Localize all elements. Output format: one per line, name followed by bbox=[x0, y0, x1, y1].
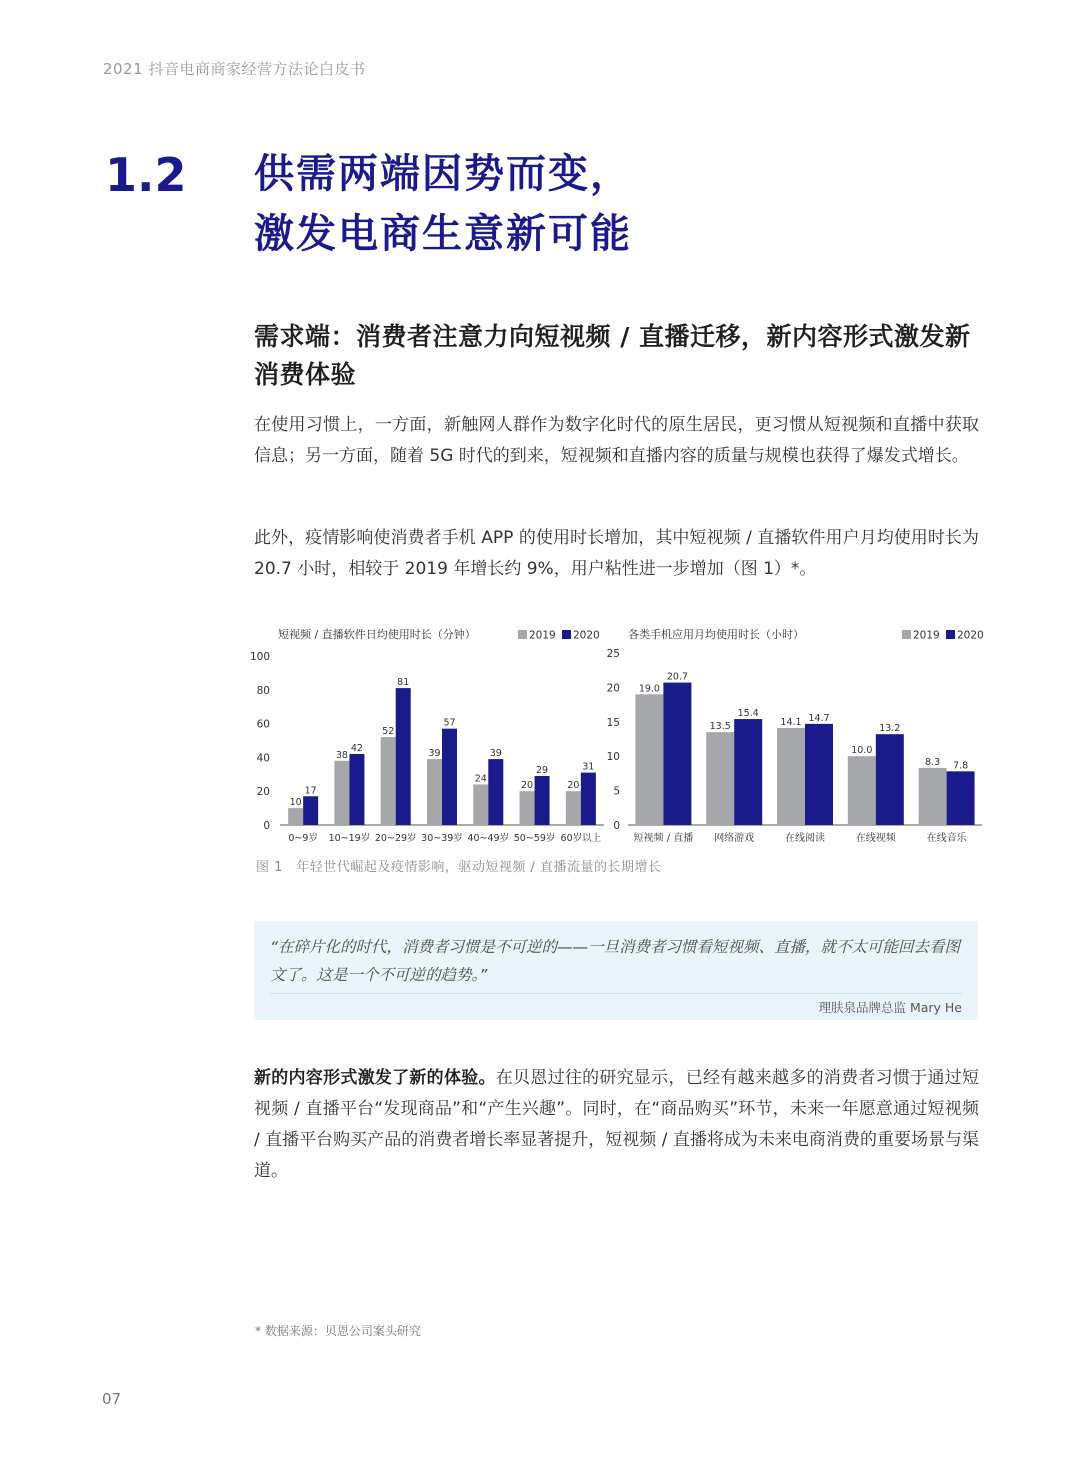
bar-2019 bbox=[566, 791, 581, 825]
x-category-label: 网络游戏 bbox=[714, 833, 755, 844]
data-label-2020: 17 bbox=[304, 785, 317, 797]
data-label-2019: 39 bbox=[428, 748, 441, 760]
y-tick-label: 100 bbox=[249, 651, 270, 663]
data-label-2020: 29 bbox=[536, 764, 549, 776]
legend-swatch-2019 bbox=[518, 630, 527, 639]
data-label-2019: 10 bbox=[289, 797, 302, 809]
data-label-2019: 19.0 bbox=[638, 683, 660, 695]
x-category-label: 短视频 / 直播 bbox=[633, 833, 694, 844]
legend-label-2020: 2020 bbox=[957, 629, 984, 642]
data-label-2019: 8.3 bbox=[925, 756, 941, 768]
y-tick-label: 60 bbox=[256, 718, 270, 731]
bar-2019 bbox=[473, 784, 488, 825]
bar-2020 bbox=[535, 776, 550, 825]
legend-swatch-2020 bbox=[562, 630, 571, 639]
x-category-label: 在线音乐 bbox=[926, 833, 967, 844]
y-tick-label: 0 bbox=[263, 820, 270, 832]
legend-label-2019: 2019 bbox=[913, 629, 940, 642]
data-label-2019: 20 bbox=[567, 780, 580, 792]
bar-2020 bbox=[581, 773, 596, 825]
quote-divider bbox=[270, 993, 962, 994]
chart-title: 各类手机应用月均使用时长（小时） bbox=[628, 628, 804, 641]
section-title-line-1: 供需两端因势而变， bbox=[254, 151, 632, 197]
section-number: 1.2 bbox=[105, 148, 187, 202]
data-label-2019: 20 bbox=[521, 780, 534, 792]
bar-2019 bbox=[919, 768, 947, 825]
y-tick-label: 80 bbox=[256, 684, 270, 697]
x-category-label: 50~59岁 bbox=[513, 833, 556, 844]
data-label-2020: 15.4 bbox=[737, 708, 759, 720]
data-label-2020: 42 bbox=[350, 743, 363, 755]
bar-2019 bbox=[334, 761, 349, 825]
y-tick-label: 20 bbox=[256, 786, 270, 799]
running-header: 2021 抖音电商商家经营方法论白皮书 bbox=[103, 60, 366, 78]
bar-2020 bbox=[442, 729, 457, 825]
x-category-label: 10~19岁 bbox=[328, 833, 371, 844]
bar-2020 bbox=[734, 719, 762, 825]
data-label-2019: 10.0 bbox=[851, 745, 873, 757]
subheading: 需求端：消费者注意力向短视频 / 直播迁移，新内容形式激发新消费体验 bbox=[254, 322, 971, 389]
legend-swatch-2019 bbox=[902, 630, 911, 639]
bar-2019 bbox=[520, 791, 535, 825]
bar-2019 bbox=[706, 732, 734, 825]
legend-label-2019: 2019 bbox=[529, 629, 556, 642]
footnote: * 数据来源：贝恩公司案头研究 bbox=[255, 1324, 421, 1338]
x-category-label: 在线阅读 bbox=[785, 833, 825, 844]
bar-2019 bbox=[635, 694, 663, 825]
data-label-2020: 7.8 bbox=[953, 760, 969, 772]
bar-2020 bbox=[488, 759, 503, 825]
x-category-label: 0~9岁 bbox=[288, 833, 318, 844]
y-tick-label: 25 bbox=[606, 648, 620, 660]
data-label-2020: 14.7 bbox=[808, 712, 830, 724]
y-tick-label: 10 bbox=[606, 751, 620, 764]
bar-2020 bbox=[349, 754, 364, 825]
paragraph-usage-habits: 在使用习惯上，一方面，新触网人群作为数字化时代的原生居民，更习惯从短视频和直播中获取信息；另一方面，随着 5G 时代的到来，短视频和直播内容的质量与规模也获得了爆发式增长。 bbox=[254, 415, 979, 466]
bar-2020 bbox=[663, 683, 691, 825]
x-category-label: 在线视频 bbox=[855, 833, 896, 844]
bar-2020 bbox=[805, 724, 833, 825]
quote-box bbox=[254, 921, 978, 1020]
bar-2019 bbox=[381, 737, 396, 825]
section-title bbox=[254, 144, 632, 264]
data-label-2020: 39 bbox=[489, 748, 502, 760]
data-label-2020: 57 bbox=[443, 717, 456, 729]
section-title-line-2: 激发电商生意新可能 bbox=[254, 211, 632, 257]
figure-caption: 图 1 年轻世代崛起及疫情影响，驱动短视频 / 直播流量的长期增长 bbox=[256, 860, 662, 875]
y-tick-label: 15 bbox=[606, 716, 620, 729]
legend-label-2020: 2020 bbox=[573, 629, 600, 642]
figure-1-charts bbox=[248, 618, 988, 850]
paragraph-new-experience bbox=[254, 1063, 979, 1187]
x-category-label: 30~39岁 bbox=[421, 833, 463, 844]
paragraph-pandemic-impact: 此外，疫情影响使消费者手机 APP 的使用时长增加，其中短视频 / 直播软件用户月均使用时长为 20.7 小时，相较于 2019 年增长约 9%，用户粘性进一步增加（图 1）*。 bbox=[254, 528, 979, 579]
bar-2019 bbox=[288, 808, 303, 825]
data-label-2020: 20.7 bbox=[666, 671, 688, 683]
paragraph-body: 在贝恩过往的研究显示，已经有越来越多的消费者习惯于通过短视频 / 直播平台“发现商品”和“产生兴趣”。同时，在“商品购买”环节，未来一年愿意通过短视频 / 直播平台购买产品的消费者增长率显著提升，短视频 / 直播将成为未来电商消费的重要场景与渠道。 bbox=[254, 1068, 980, 1181]
legend-swatch-2020 bbox=[946, 630, 955, 639]
bar-2020 bbox=[876, 734, 904, 825]
page-number: 07 bbox=[102, 1390, 122, 1408]
data-label-2019: 24 bbox=[474, 773, 487, 785]
chart-title: 短视频 / 直播软件日均使用时长（分钟） bbox=[278, 628, 476, 641]
data-label-2020: 31 bbox=[582, 761, 595, 773]
bar-2020 bbox=[947, 771, 975, 825]
data-label-2020: 81 bbox=[397, 677, 410, 689]
y-tick-label: 0 bbox=[613, 820, 620, 832]
data-label-2019: 14.1 bbox=[780, 716, 802, 728]
data-label-2020: 13.2 bbox=[879, 723, 901, 735]
y-tick-label: 20 bbox=[606, 682, 620, 695]
bar-2020 bbox=[303, 796, 318, 825]
data-label-2019: 38 bbox=[335, 749, 348, 761]
y-tick-label: 5 bbox=[613, 785, 620, 798]
quote-text: “在碎片化的时代，消费者习惯是不可逆的——一旦消费者习惯看短视频、直播，就不太可能回去看图文了。这是一个不可逆的趋势。” bbox=[270, 938, 961, 984]
paragraph-lead-in: 新的内容形式激发了新的体验。 bbox=[254, 1068, 496, 1088]
data-label-2019: 13.5 bbox=[709, 721, 731, 733]
data-label-2019: 52 bbox=[382, 726, 395, 738]
bar-2020 bbox=[396, 688, 411, 825]
quote-attribution: 理肤泉品牌总监 Mary He bbox=[818, 1000, 962, 1015]
y-tick-label: 40 bbox=[256, 752, 270, 765]
bar-2019 bbox=[848, 756, 876, 825]
x-category-label: 60岁以上 bbox=[560, 833, 602, 844]
x-category-label: 20~29岁 bbox=[374, 833, 417, 844]
bar-2019 bbox=[427, 759, 442, 825]
x-category-label: 40~49岁 bbox=[467, 833, 510, 844]
bar-2019 bbox=[777, 728, 805, 825]
